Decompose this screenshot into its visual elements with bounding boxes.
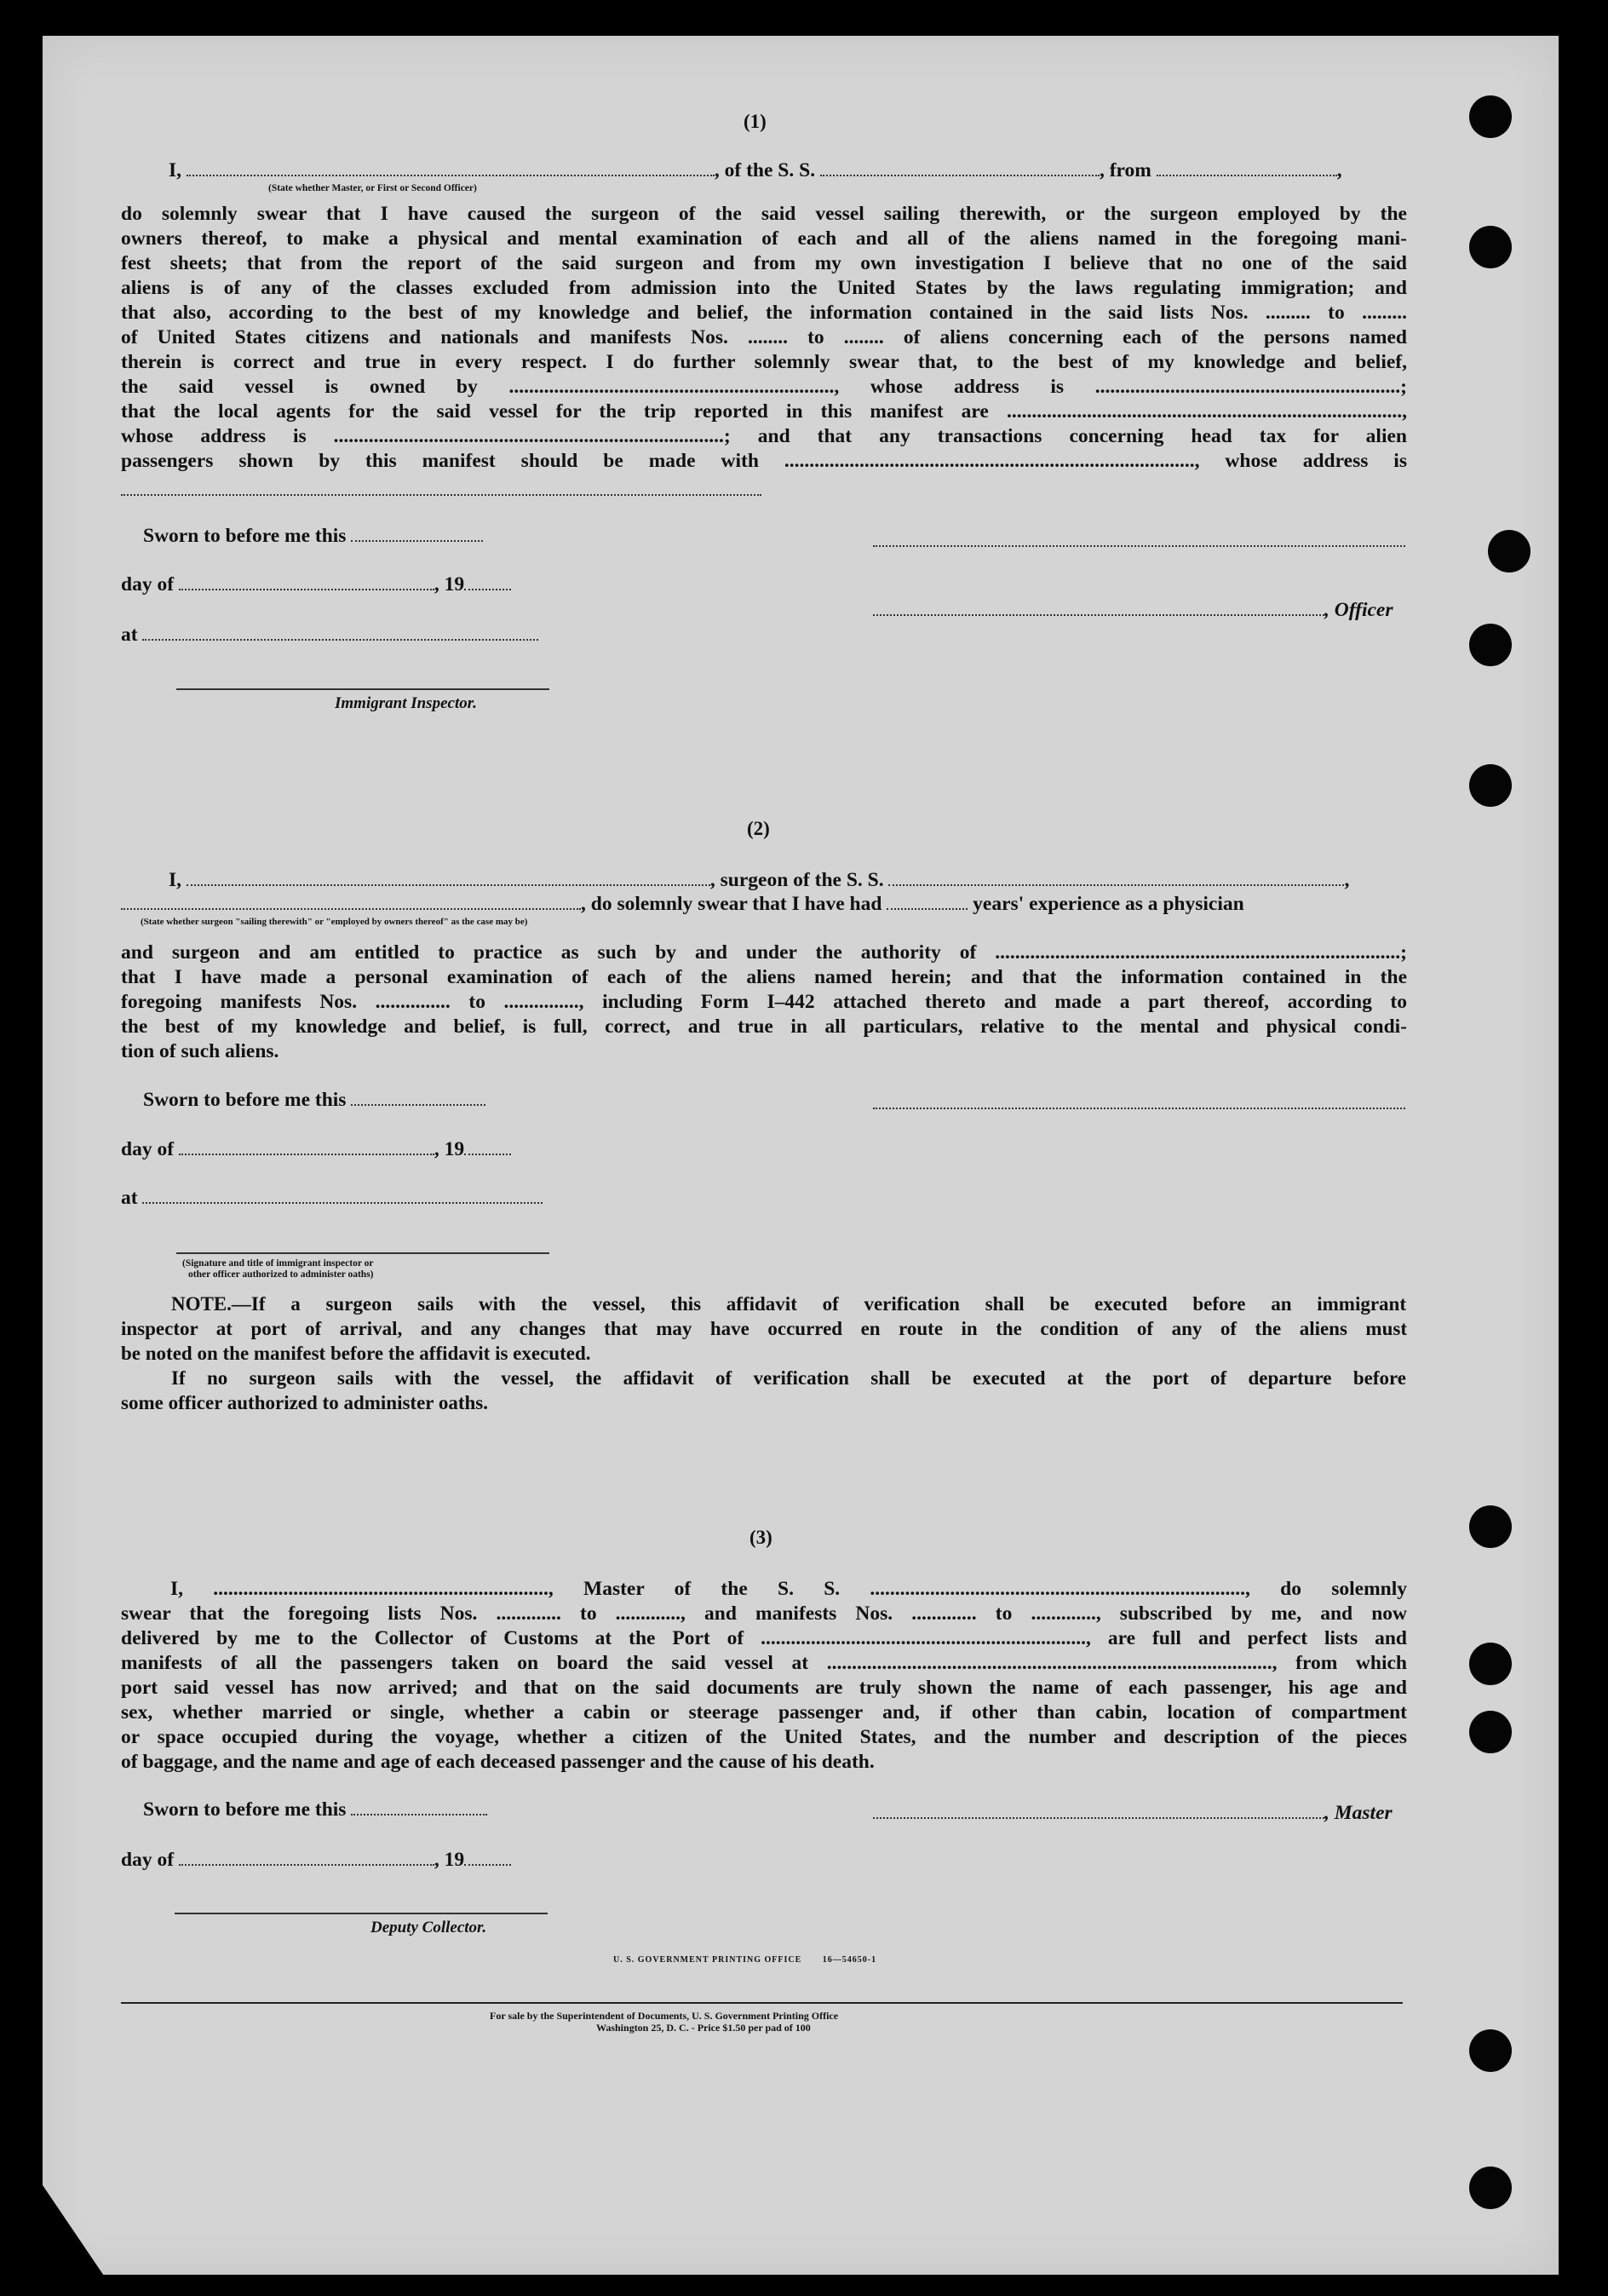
- year-field[interactable]: [464, 573, 511, 590]
- section-2-line: and surgeon and am entitled to practice as such by and under the authority of .................................................................................;: [121, 941, 1407, 964]
- punch-hole: [1469, 95, 1512, 138]
- section-3-line: I, ..................................................................., Master of the S. S. ..........................................................................., do solemnly: [170, 1578, 1407, 1600]
- footer-rule: [121, 2002, 1403, 2004]
- surgeon-type-field[interactable]: [121, 893, 581, 910]
- day-row-2: day of , 19: [121, 1137, 511, 1161]
- vessel-name-field[interactable]: [820, 159, 1100, 176]
- section-3-line: port said vessel has now arrived; and that on the said documents are truly shown the name of each passenger, his age and: [121, 1677, 1407, 1699]
- printing-office-imprint: U. S. GOVERNMENT PRINTING OFFICE 16—54650-1: [613, 1955, 877, 1965]
- officer-signature-line[interactable]: [873, 545, 1405, 547]
- section-2-line: the best of my knowledge and belief, is full, correct, and true in all particulars, relative to the mental and physical condi-: [121, 1016, 1407, 1038]
- surgeon-vessel-field[interactable]: [888, 869, 1344, 886]
- punch-hole: [1469, 624, 1512, 666]
- sale-line-2: Washington 25, D. C. - Price $1.50 per pad of 100: [596, 2022, 811, 2034]
- section-1-line: aliens is of any of the classes excluded from admission into the United States by the laws regulating immigration; and: [121, 277, 1407, 299]
- deputy-collector-label: Deputy Collector.: [370, 1919, 487, 1936]
- section-1-line: therein is correct and true in every respect. I do further solemnly swear that, to the best of my knowledge and belief,: [121, 351, 1407, 373]
- day-row-1: day of , 19: [121, 573, 511, 596]
- section-2-line: foregoing manifests Nos. ............... to ..............., including Form I–442 attached thereto and made a part thereof, according to: [121, 991, 1407, 1013]
- years-experience-field[interactable]: [887, 893, 968, 910]
- section-1-line: that the local agents for the said vessel for the trip reported in this manifest are ...............................................................................,: [121, 400, 1407, 423]
- sworn-row-3: Sworn to before me this: [143, 1798, 487, 1821]
- surgeon-name-field[interactable]: [187, 869, 710, 886]
- section-1-number: (1): [744, 111, 767, 132]
- section-1-line: that also, according to the best of my knowledge and belief, the information contained in the said lists Nos. ......... to .........: [121, 302, 1407, 324]
- section-2-line: tion of such aliens.: [121, 1040, 279, 1062]
- sworn-date-field[interactable]: [351, 525, 483, 542]
- section-2-opening-line: I, , surgeon of the S. S. ,: [169, 869, 1350, 891]
- sworn-date-field[interactable]: [351, 1798, 487, 1816]
- place-field[interactable]: [142, 624, 538, 641]
- sworn-row-1: Sworn to before me this: [143, 524, 483, 548]
- day-field[interactable]: [179, 1138, 434, 1155]
- at-row-1: at: [121, 623, 538, 647]
- section-1-line: do solemnly swear that I have caused the surgeon of the said vessel sailing therewith, or the surgeon employed by the: [121, 203, 1407, 225]
- section-2-line: that I have made a personal examination of each of the aliens named herein; and that the information contained in the: [121, 966, 1407, 988]
- surgeon-signature-line[interactable]: [873, 1108, 1405, 1109]
- section-1-line: of United States citizens and nationals and manifests Nos. ........ to ........ of aliens concerning each of the persons named: [121, 326, 1407, 348]
- section-3-line: swear that the foregoing lists Nos. ............. to ............., and manifests Nos. ............. to ............., subscribed by me, and now: [121, 1603, 1407, 1625]
- sworn-row-2: Sworn to before me this: [143, 1088, 485, 1112]
- punch-hole: [1469, 764, 1512, 807]
- day-field[interactable]: [179, 573, 434, 590]
- section-3-line: sex, whether married or single, whether a cabin or steerage passenger and, if other than cabin, location of compartment: [121, 1701, 1407, 1723]
- officer-note: (State whether Master, or First or Second Officer): [268, 183, 477, 193]
- section-1-line: the said vessel is owned by ................................................................., whose address is .............................................................;: [121, 376, 1407, 398]
- officer-title-row: , Officer: [873, 598, 1393, 622]
- sworn-date-field[interactable]: [351, 1089, 485, 1106]
- punch-hole: [1469, 1643, 1512, 1685]
- section-1-line: owners thereof, to make a physical and mental examination of each and all of the aliens named in the foregoing mani-: [121, 227, 1407, 250]
- punch-hole: [1469, 226, 1512, 268]
- departure-port-field[interactable]: [1157, 159, 1337, 176]
- note-line: If no surgeon sails with the vessel, the affidavit of verification shall be executed at the port of departure before: [171, 1367, 1406, 1389]
- day-row-3: day of , 19: [121, 1848, 511, 1872]
- punch-hole: [1469, 2167, 1512, 2209]
- section-3-number: (3): [749, 1527, 772, 1548]
- master-signature-line[interactable]: [873, 1802, 1324, 1819]
- punch-hole: [1469, 1505, 1512, 1548]
- master-signature-row: , Master: [873, 1801, 1393, 1825]
- punch-hole: [1469, 1711, 1512, 1753]
- signature-note-2: other officer authorized to administer oaths): [188, 1269, 374, 1280]
- oath-officer-signature-line[interactable]: [176, 1252, 549, 1254]
- note-line: some officer authorized to administer oaths.: [121, 1392, 488, 1413]
- section-3-line: manifests of all the passengers taken on board the said vessel at ........................................................................................., from which: [121, 1652, 1407, 1674]
- section-3-line: or space occupied during the voyage, whether a citizen of the United States, and the number and description of the pieces: [121, 1726, 1407, 1748]
- sale-line-1: For sale by the Superintendent of Documents, U. S. Government Printing Office: [490, 2010, 839, 2022]
- section-1-line: passengers shown by this manifest should be made with .................................................................................., whose address is: [121, 450, 1407, 472]
- section-1-line: fest sheets; that from the report of the said surgeon and from my own investigation I believe that no one of the said: [121, 252, 1407, 274]
- section-2-second-line: , do solemnly swear that I have had years' experience as a physician: [121, 892, 1244, 916]
- head-tax-address-line[interactable]: [121, 494, 761, 496]
- punch-hole: [1488, 530, 1530, 573]
- deputy-collector-signature-line[interactable]: [175, 1913, 548, 1914]
- note-line: inspector at port of arrival, and any changes that may have occurred en route in the condition of any of the aliens must: [121, 1318, 1407, 1339]
- year-field[interactable]: [464, 1849, 511, 1866]
- day-field[interactable]: [179, 1849, 434, 1866]
- officer-name-field[interactable]: [187, 159, 715, 176]
- section-2-number: (2): [747, 818, 770, 839]
- place-field[interactable]: [142, 1187, 543, 1204]
- at-row-2: at: [121, 1186, 543, 1210]
- section-3-line: of baggage, and the name and age of each deceased passenger and the cause of his death.: [121, 1751, 875, 1773]
- inspector-signature-line[interactable]: [176, 688, 549, 690]
- section-1-opening-line: I, , of the S. S. , from ,: [169, 159, 1342, 181]
- section-1-line: whose address is ..............................................................................; and that any transactions concerning head tax for alien: [121, 425, 1407, 447]
- note-line: NOTE.—If a surgeon sails with the vessel, this affidavit of verification shall be executed before an immigrant: [171, 1293, 1406, 1315]
- note-line: be noted on the manifest before the affidavit is executed.: [121, 1343, 591, 1364]
- year-field[interactable]: [464, 1138, 511, 1155]
- surgeon-note: (State whether surgeon "sailing therewith" or "employed by owners thereof" as the case may be): [141, 917, 528, 927]
- section-3-line: delivered by me to the Collector of Customs at the Port of ................................................................., are full and perfect lists and: [121, 1627, 1407, 1649]
- punch-hole: [1469, 2029, 1512, 2072]
- signature-note-1: (Signature and title of immigrant inspector or: [182, 1258, 374, 1269]
- immigrant-inspector-label: Immigrant Inspector.: [335, 694, 477, 712]
